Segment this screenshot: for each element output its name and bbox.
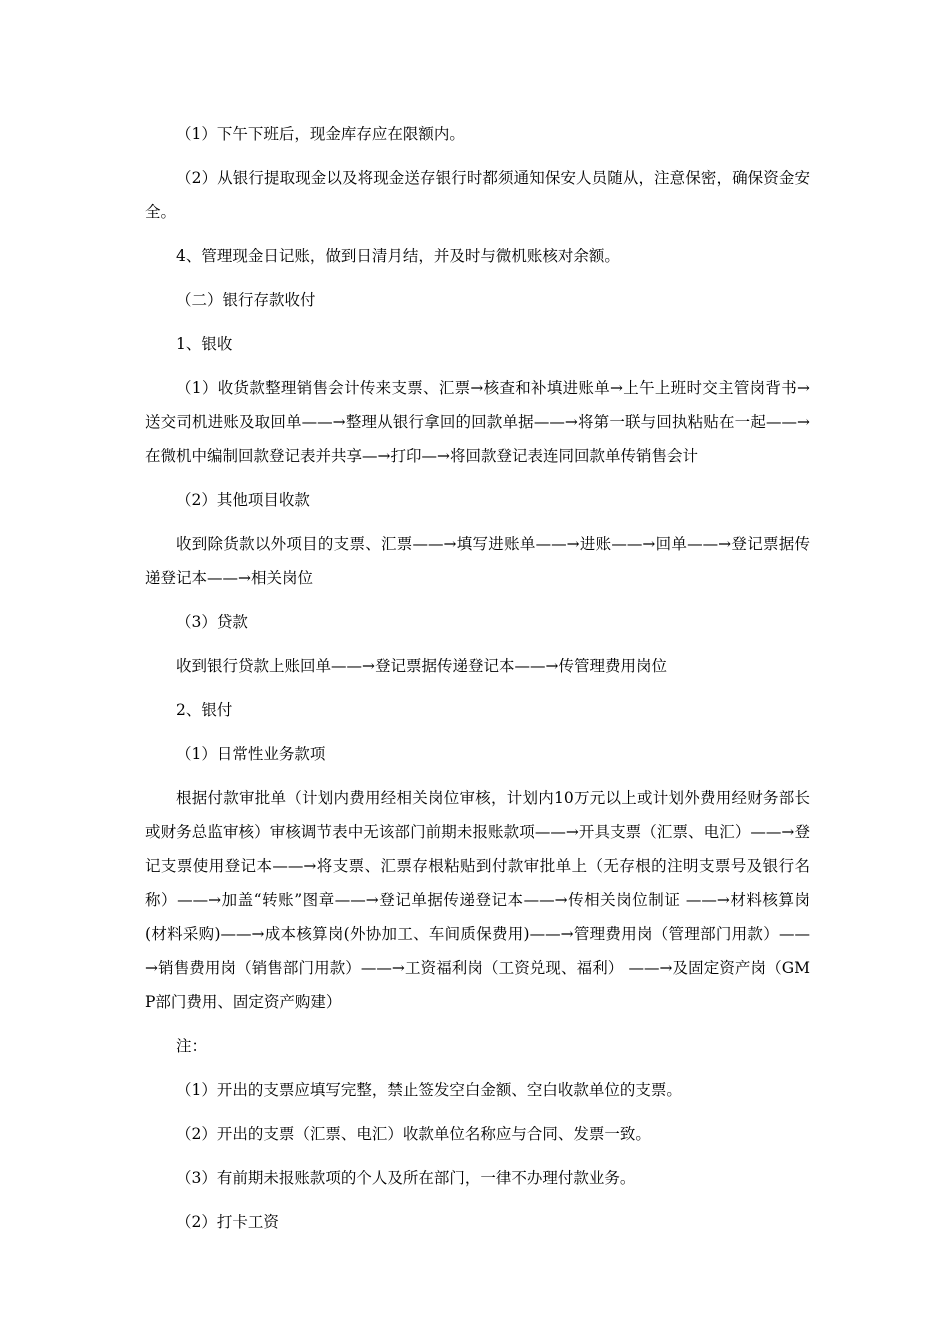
subheading-bank-receipt: 1、银收: [176, 335, 233, 353]
subheading-bank-payment: 2、银付: [176, 701, 233, 719]
note-label: 注：: [176, 1037, 208, 1055]
paragraph-routine-payments-flow: 根据付款审批单（计划内费用经相关岗位审核，计划内10万元以上或计划外费用经财务部长或财务总监审核）审核调节表中无该部门前期未报账款项——→开具支票（汇票、电汇）——→登记支票使用登记本——→将支票、汇票存根粘贴到付款审批单上（无存根的注明支票号及银行名称）——→加盖“转账”图章——→登记单据传递登记本——→传相关岗位制证 ——→材料核算岗(材料采购)——→成本核算岗(外协加工、车间质保费用)——→管理费用岗（管理部门用款）——→销售费用岗（销售部门用款）——→工资福利岗（工资兑现、福利） ——→及固定资产岗（GMP部门费用、固定资产购建）: [145, 789, 810, 1011]
document-body: [145, 117, 810, 1249]
subheading-loans: （3）贷款: [176, 613, 248, 631]
subheading-payroll-card: （2）打卡工资: [176, 1213, 279, 1231]
paragraph-payment-receipt-flow: （1）收货款整理销售会计传来支票、汇票→核查和补填进账单→上午上班时交主管岗背书→送交司机进账及取回单——→整理从银行拿回的回款单据——→将第一联与回执粘贴在一起——→在微机中编制回款登记表并共享—→打印—→将回款登记表连同回款单传销售会计: [145, 379, 810, 465]
paragraph-cash-journal: 4、管理现金日记账，做到日清月结，并及时与微机账核对余额。: [176, 247, 620, 265]
subheading-other-receipts: （2）其他项目收款: [176, 491, 310, 509]
note-item-3: （3）有前期未报账款项的个人及所在部门，一律不办理付款业务。: [176, 1169, 636, 1187]
subheading-routine-payments: （1）日常性业务款项: [176, 745, 326, 763]
paragraph-loans-flow: 收到银行贷款上账回单——→登记票据传递登记本——→传管理费用岗位: [176, 657, 667, 675]
note-item-2: （2）开出的支票（汇票、电汇）收款单位名称应与合同、发票一致。: [176, 1125, 651, 1143]
paragraph-other-receipts-flow: 收到除货款以外项目的支票、汇票——→填写进账单——→进账——→回单——→登记票据传递登记本——→相关岗位: [145, 535, 810, 587]
note-item-1: （1）开出的支票应填写完整，禁止签发空白金额、空白收款单位的支票。: [176, 1081, 682, 1099]
paragraph-cash-limit: （1）下午下班后，现金库存应在限额内。: [176, 125, 465, 143]
section-heading-bank-deposit: （二）银行存款收付: [176, 291, 316, 309]
paragraph-cash-security: （2）从银行提取现金以及将现金送存银行时都须通知保安人员随从，注意保密，确保资金安全。: [145, 169, 810, 221]
